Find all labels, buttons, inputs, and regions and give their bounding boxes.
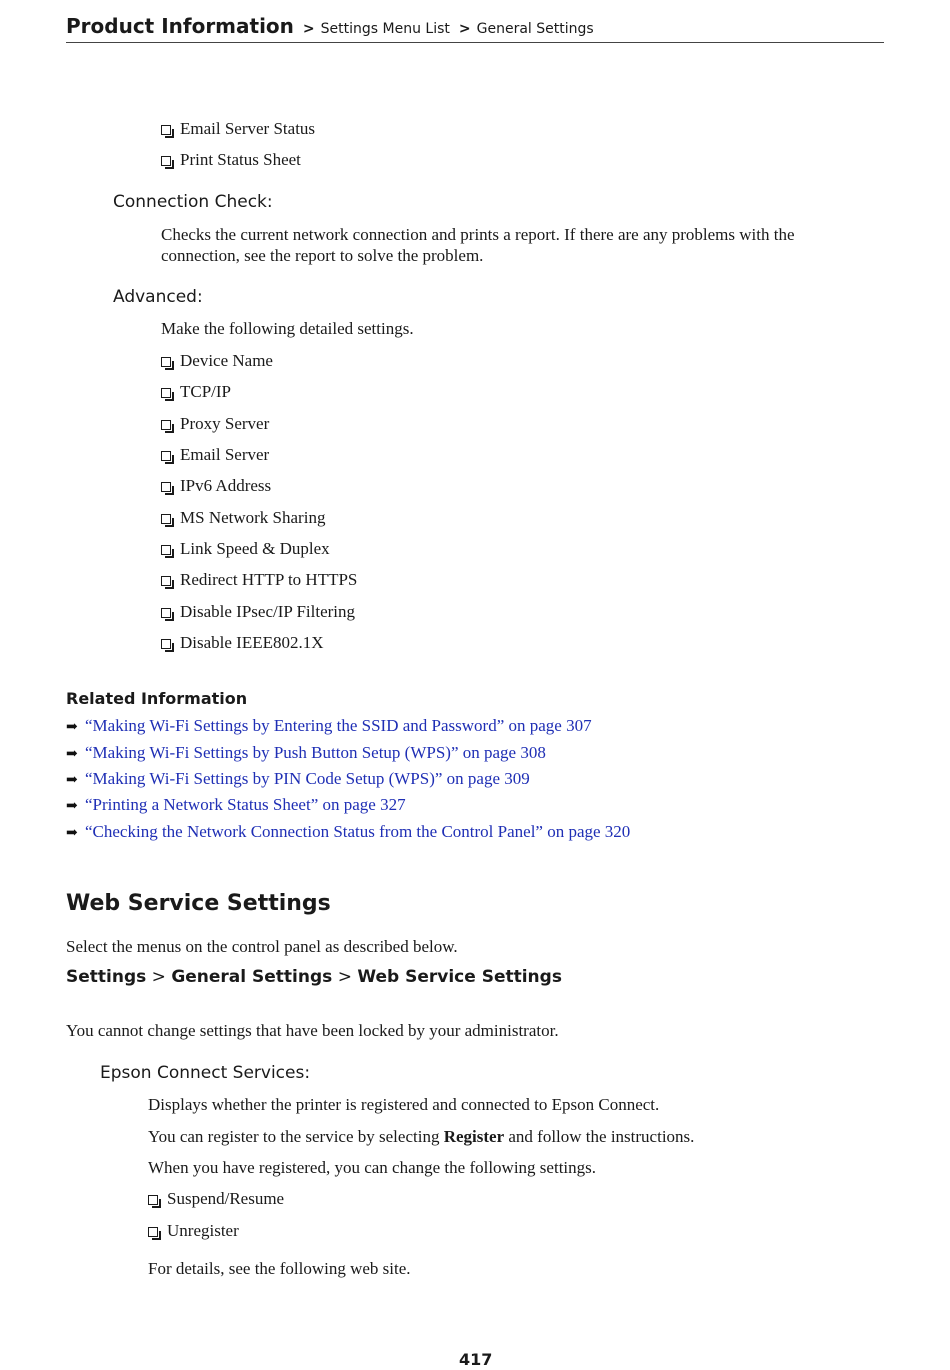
page-number: 417 [459,1350,493,1369]
checkbox-bullet-icon [161,639,171,649]
menu-path-web-service-settings: Web Service Settings [357,967,562,987]
breadcrumb [66,14,594,38]
checkbox-bullet-icon [161,576,171,586]
checkbox-bullet-icon [161,482,171,492]
menu-path [66,967,562,987]
checkbox-bullet-icon [161,156,171,166]
paragraph: You cannot change settings that have been locked by your administrator. [66,1021,559,1040]
related-link[interactable]: “Printing a Network Status Sheet” on page 327 [85,795,406,814]
arrow-right-icon: ➡ [66,799,78,814]
term-connection-check: Connection Check: [113,192,273,212]
list-item: IPv6 Address [161,475,271,496]
arrow-right-icon: ➡ [66,720,78,735]
checkbox-bullet-icon [148,1227,158,1237]
list-item: Email Server [161,444,269,465]
related-link-item[interactable] [66,795,406,815]
list-item: Device Name [161,350,273,371]
arrow-right-icon: ➡ [66,826,78,841]
related-link[interactable]: “Making Wi-Fi Settings by Entering the SSID and Password” on page 307 [85,716,592,735]
paragraph: Displays whether the printer is registered and connected to Epson Connect. [148,1095,660,1114]
checkbox-bullet-icon [148,1195,158,1205]
related-link-item[interactable] [66,743,546,763]
list-item: MS Network Sharing [161,507,325,528]
paragraph: Make the following detailed settings. [161,319,414,338]
running-header [66,12,884,43]
menu-path-settings: Settings [66,967,147,987]
header-title: Product Information [66,14,294,38]
list-item: Unregister [148,1220,239,1241]
checkbox-bullet-icon [161,388,171,398]
arrow-right-icon: ➡ [66,773,78,788]
related-link-item[interactable] [66,716,592,736]
checkbox-bullet-icon [161,125,171,135]
related-information-title: Related Information [66,689,248,708]
related-link[interactable]: “Making Wi-Fi Settings by Push Button Setup (WPS)” on page 308 [85,743,546,762]
related-link-item[interactable] [66,822,630,842]
checkbox-bullet-icon [161,357,171,367]
term-epson-connect-services: Epson Connect Services: [100,1063,311,1083]
checkbox-bullet-icon [161,420,171,430]
related-link[interactable]: “Checking the Network Connection Status from the Control Panel” on page 320 [85,822,631,841]
list-item: Disable IPsec/IP Filtering [161,601,355,622]
paragraph: You can register to the service by selecting Register and follow the instructions. [148,1127,695,1146]
checkbox-bullet-icon [161,545,171,555]
list-item: Proxy Server [161,413,269,434]
list-item: Email Server Status [161,118,315,139]
register-term: Register [443,1127,505,1146]
related-link[interactable]: “Making Wi-Fi Settings by PIN Code Setup (WPS)” on page 309 [85,769,530,788]
breadcrumb-separator: > [458,21,471,37]
paragraph: When you have registered, you can change the following settings. [148,1158,597,1177]
checkbox-bullet-icon [161,514,171,524]
paragraph-line: Checks the current network connection and prints a report. If there are any problems with the [161,225,795,244]
list-item: Link Speed & Duplex [161,538,330,559]
menu-path-separator: > [151,967,166,987]
list-item: Suspend/Resume [148,1188,284,1209]
breadcrumb-item-settings-menu-list: Settings Menu List [320,21,450,37]
term-advanced: Advanced: [113,287,203,307]
breadcrumb-separator: > [302,21,315,37]
list-item: Print Status Sheet [161,149,301,170]
list-item: Disable IEEE802.1X [161,632,324,653]
menu-path-separator: > [337,967,352,987]
paragraph: For details, see the following web site. [148,1259,411,1278]
list-item: Redirect HTTP to HTTPS [161,569,357,590]
paragraph-line: connection, see the report to solve the problem. [161,246,484,265]
paragraph: Select the menus on the control panel as described below. [66,937,458,956]
related-link-item[interactable] [66,769,530,789]
breadcrumb-item-general-settings: General Settings [476,21,594,37]
arrow-right-icon: ➡ [66,747,78,762]
checkbox-bullet-icon [161,451,171,461]
checkbox-bullet-icon [161,608,171,618]
section-heading: Web Service Settings [66,891,331,916]
list-item: TCP/IP [161,381,231,402]
menu-path-general-settings: General Settings [171,967,333,987]
